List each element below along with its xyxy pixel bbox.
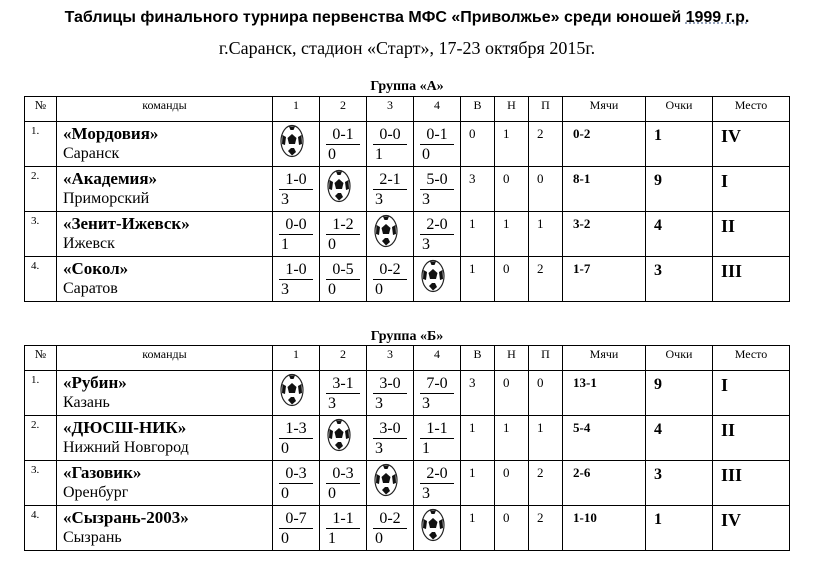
losses-cell — [529, 371, 563, 416]
team-cell — [57, 416, 273, 461]
team-city: Оренбург — [63, 484, 129, 501]
team-name: «Сызрань-2003» — [63, 508, 189, 527]
match-cell — [414, 122, 461, 167]
header-row — [25, 346, 790, 371]
match-points: 0 — [281, 440, 289, 457]
column-header: Мячи — [563, 346, 646, 371]
goals-cell — [563, 506, 646, 551]
match-cell — [367, 257, 414, 302]
match-score: 0-0 — [279, 215, 313, 235]
match-score: 1-0 — [279, 260, 313, 280]
goals-cell — [563, 122, 646, 167]
team-city: Казань — [63, 394, 110, 411]
match-cell — [320, 461, 367, 506]
column-header: 1 — [273, 346, 320, 371]
match-cell — [273, 257, 320, 302]
match-points: 3 — [422, 395, 430, 412]
match-points: 3 — [375, 440, 383, 457]
row-number-cell — [25, 461, 57, 506]
match-score: 3-1 — [326, 374, 360, 394]
match-cell — [273, 461, 320, 506]
match-points: 3 — [328, 395, 336, 412]
row-number: 3. — [31, 215, 40, 227]
match-score: 0-2 — [373, 260, 407, 280]
place-value: II — [721, 420, 736, 440]
match-cell — [367, 122, 414, 167]
match-cell — [414, 212, 461, 257]
goals-value: 1-7 — [573, 261, 591, 276]
team-name: «Сокол» — [63, 259, 129, 278]
table-row — [25, 122, 790, 167]
losses-value: 1 — [537, 420, 544, 435]
match-cell — [320, 212, 367, 257]
match-score: 7-0 — [420, 374, 454, 394]
draws-cell — [495, 212, 529, 257]
points-value: 9 — [654, 172, 662, 189]
team-city: Нижний Новгород — [63, 439, 189, 456]
match-points: 3 — [422, 236, 430, 253]
column-header: № — [25, 97, 57, 122]
team-name: «Рубин» — [63, 373, 127, 392]
wins-value: 1 — [469, 216, 476, 231]
column-header: 3 — [367, 346, 414, 371]
draws-cell — [495, 461, 529, 506]
match-score: 1-1 — [420, 419, 454, 439]
losses-cell — [529, 212, 563, 257]
draws-cell — [495, 416, 529, 461]
place-cell — [713, 371, 790, 416]
column-header: 2 — [320, 346, 367, 371]
points-cell — [646, 257, 713, 302]
wins-value: 1 — [469, 261, 476, 276]
match-points: 1 — [422, 440, 430, 457]
match-cell — [273, 212, 320, 257]
match-score: 5-0 — [420, 170, 454, 190]
wins-value: 3 — [469, 171, 476, 186]
goals-cell — [563, 257, 646, 302]
title-year: 1999 г.р. — [685, 9, 750, 26]
match-score: 0-7 — [279, 509, 313, 529]
table-row — [25, 167, 790, 212]
goals-cell — [563, 212, 646, 257]
goals-value: 0-2 — [573, 126, 591, 141]
row-number-cell — [25, 506, 57, 551]
team-name: «Академия» — [63, 169, 158, 188]
match-points: 0 — [328, 236, 336, 253]
wins-cell — [461, 167, 495, 212]
match-points: 3 — [281, 191, 289, 208]
match-score: 1-0 — [279, 170, 313, 190]
place-value: IV — [721, 510, 742, 530]
goals-value: 5-4 — [573, 420, 591, 435]
team-name: «Зенит-Ижевск» — [63, 214, 190, 233]
match-points: 0 — [375, 530, 383, 547]
wins-cell — [461, 506, 495, 551]
match-score: 0-3 — [326, 464, 360, 484]
team-city: Саратов — [63, 280, 118, 297]
match-cell — [367, 371, 414, 416]
standings-table — [24, 96, 790, 302]
place-value: III — [721, 261, 743, 281]
row-number: 3. — [31, 464, 40, 476]
match-cell — [367, 167, 414, 212]
wins-cell — [461, 122, 495, 167]
column-header: № — [25, 346, 57, 371]
match-score: 1-3 — [279, 419, 313, 439]
wins-value: 3 — [469, 375, 476, 390]
column-header: команды — [57, 97, 273, 122]
self-match-cell — [320, 416, 367, 461]
soccer-ball-icon — [327, 169, 351, 203]
goals-value: 13-1 — [573, 375, 597, 390]
losses-cell — [529, 416, 563, 461]
points-cell — [646, 416, 713, 461]
points-cell — [646, 506, 713, 551]
table-row — [25, 257, 790, 302]
wins-value: 1 — [469, 465, 476, 480]
row-number: 2. — [31, 419, 40, 431]
row-number-cell — [25, 167, 57, 212]
losses-cell — [529, 461, 563, 506]
table-row — [25, 371, 790, 416]
place-cell — [713, 506, 790, 551]
wins-cell — [461, 212, 495, 257]
match-score: 3-0 — [373, 419, 407, 439]
place-cell — [713, 461, 790, 506]
team-city: Приморский — [63, 190, 150, 207]
points-value: 4 — [654, 217, 662, 234]
losses-cell — [529, 257, 563, 302]
losses-value: 2 — [537, 261, 544, 276]
row-number-cell — [25, 371, 57, 416]
wins-cell — [461, 257, 495, 302]
soccer-ball-icon — [421, 259, 445, 293]
table-row — [25, 461, 790, 506]
self-match-cell — [273, 371, 320, 416]
header-row — [25, 97, 790, 122]
goals-value: 2-6 — [573, 465, 591, 480]
team-cell — [57, 257, 273, 302]
column-header: Очки — [646, 97, 713, 122]
group-title: Группа «Б» — [370, 329, 444, 344]
goals-cell — [563, 167, 646, 212]
place-cell — [713, 416, 790, 461]
table-row — [25, 416, 790, 461]
draws-cell — [495, 506, 529, 551]
goals-cell — [563, 461, 646, 506]
match-score: 1-1 — [326, 509, 360, 529]
place-value: IV — [721, 126, 742, 146]
match-points: 1 — [328, 530, 336, 547]
draws-value: 0 — [503, 171, 510, 186]
match-points: 0 — [422, 146, 430, 163]
goals-value: 8-1 — [573, 171, 591, 186]
wins-value: 1 — [469, 510, 476, 525]
points-cell — [646, 371, 713, 416]
points-cell — [646, 212, 713, 257]
points-cell — [646, 122, 713, 167]
match-cell — [273, 506, 320, 551]
losses-value: 0 — [537, 375, 544, 390]
match-cell — [320, 257, 367, 302]
place-value: I — [721, 375, 729, 395]
match-points: 1 — [281, 236, 289, 253]
match-points: 3 — [281, 281, 289, 298]
column-header: Очки — [646, 346, 713, 371]
points-cell — [646, 461, 713, 506]
row-number: 1. — [31, 374, 40, 386]
row-number: 1. — [31, 125, 40, 137]
place-value: II — [721, 216, 736, 236]
match-cell — [414, 416, 461, 461]
draws-value: 0 — [503, 375, 510, 390]
goals-value: 1-10 — [573, 510, 597, 525]
match-cell — [367, 416, 414, 461]
points-value: 1 — [654, 511, 662, 528]
column-header: В — [461, 97, 495, 122]
match-cell — [273, 167, 320, 212]
soccer-ball-icon — [374, 214, 398, 248]
wins-cell — [461, 371, 495, 416]
team-city: Ижевск — [63, 235, 115, 252]
losses-value: 1 — [537, 216, 544, 231]
match-score: 0-5 — [326, 260, 360, 280]
wins-cell — [461, 416, 495, 461]
team-cell — [57, 506, 273, 551]
self-match-cell — [367, 212, 414, 257]
wins-cell — [461, 461, 495, 506]
draws-cell — [495, 122, 529, 167]
column-header: В — [461, 346, 495, 371]
team-name: «Мордовия» — [63, 124, 159, 143]
wins-value: 0 — [469, 126, 476, 141]
points-value: 3 — [654, 466, 662, 483]
row-number-cell — [25, 416, 57, 461]
place-cell — [713, 212, 790, 257]
match-points: 0 — [328, 485, 336, 502]
match-cell — [320, 371, 367, 416]
match-cell — [414, 461, 461, 506]
team-name: «Газовик» — [63, 463, 142, 482]
column-header: П — [529, 346, 563, 371]
column-header: 4 — [414, 97, 461, 122]
match-score: 0-2 — [373, 509, 407, 529]
team-cell — [57, 122, 273, 167]
losses-cell — [529, 122, 563, 167]
column-header: 4 — [414, 346, 461, 371]
table-row — [25, 212, 790, 257]
draws-value: 0 — [503, 261, 510, 276]
soccer-ball-icon — [374, 463, 398, 497]
column-header: 2 — [320, 97, 367, 122]
row-number: 2. — [31, 170, 40, 182]
place-value: I — [721, 171, 729, 191]
place-cell — [713, 257, 790, 302]
column-header: Место — [713, 346, 790, 371]
column-header: Н — [495, 97, 529, 122]
draws-cell — [495, 371, 529, 416]
self-match-cell — [273, 122, 320, 167]
match-score: 2-1 — [373, 170, 407, 190]
draws-cell — [495, 167, 529, 212]
team-cell — [57, 461, 273, 506]
draws-value: 1 — [503, 216, 510, 231]
column-header: 3 — [367, 97, 414, 122]
draws-value: 0 — [503, 510, 510, 525]
draws-value: 1 — [503, 126, 510, 141]
points-value: 9 — [654, 376, 662, 393]
place-cell — [713, 167, 790, 212]
goals-cell — [563, 416, 646, 461]
losses-value: 2 — [537, 465, 544, 480]
losses-value: 2 — [537, 126, 544, 141]
soccer-ball-icon — [280, 373, 304, 407]
points-value: 1 — [654, 127, 662, 144]
column-header: 1 — [273, 97, 320, 122]
row-number-cell — [25, 212, 57, 257]
column-header: Мячи — [563, 97, 646, 122]
match-score: 0-1 — [420, 125, 454, 145]
match-points: 0 — [328, 146, 336, 163]
column-header: П — [529, 97, 563, 122]
column-header: команды — [57, 346, 273, 371]
match-cell — [320, 122, 367, 167]
column-header: Место — [713, 97, 790, 122]
self-match-cell — [414, 257, 461, 302]
page-subtitle: г.Саранск, стадион «Старт», 17-23 октября 2015г. — [218, 38, 596, 58]
standings-table — [24, 345, 790, 551]
self-match-cell — [320, 167, 367, 212]
team-city: Саранск — [63, 145, 120, 162]
team-city: Сызрань — [63, 529, 122, 546]
table-row — [25, 506, 790, 551]
draws-value: 0 — [503, 465, 510, 480]
points-value: 4 — [654, 421, 662, 438]
row-number-cell — [25, 122, 57, 167]
goals-cell — [563, 371, 646, 416]
match-points: 0 — [281, 485, 289, 502]
match-cell — [273, 416, 320, 461]
team-cell — [57, 212, 273, 257]
team-cell — [57, 371, 273, 416]
group-title: Группа «А» — [370, 79, 444, 94]
column-header: Н — [495, 346, 529, 371]
self-match-cell — [367, 461, 414, 506]
match-cell — [414, 371, 461, 416]
losses-cell — [529, 506, 563, 551]
match-score: 2-0 — [420, 215, 454, 235]
match-score: 0-0 — [373, 125, 407, 145]
wins-value: 1 — [469, 420, 476, 435]
match-score: 0-3 — [279, 464, 313, 484]
row-number: 4. — [31, 260, 40, 272]
soccer-ball-icon — [280, 124, 304, 158]
draws-cell — [495, 257, 529, 302]
row-number-cell — [25, 257, 57, 302]
goals-value: 3-2 — [573, 216, 591, 231]
match-score: 1-2 — [326, 215, 360, 235]
points-cell — [646, 167, 713, 212]
match-points: 0 — [281, 530, 289, 547]
team-name: «ДЮСШ-НИК» — [63, 418, 187, 437]
losses-value: 2 — [537, 510, 544, 525]
self-match-cell — [414, 506, 461, 551]
losses-value: 0 — [537, 171, 544, 186]
match-cell — [320, 506, 367, 551]
team-cell — [57, 167, 273, 212]
match-cell — [367, 506, 414, 551]
match-points: 3 — [422, 191, 430, 208]
draws-value: 1 — [503, 420, 510, 435]
page-title — [0, 9, 814, 27]
points-value: 3 — [654, 262, 662, 279]
match-cell — [414, 167, 461, 212]
title-text: Таблицы финального турнира первенства МФС «Приволжье» среди юношей — [64, 9, 686, 26]
match-score: 3-0 — [373, 374, 407, 394]
match-points: 3 — [375, 191, 383, 208]
soccer-ball-icon — [327, 418, 351, 452]
match-points: 3 — [422, 485, 430, 502]
place-value: III — [721, 465, 743, 485]
row-number: 4. — [31, 509, 40, 521]
match-points: 1 — [375, 146, 383, 163]
place-cell — [713, 122, 790, 167]
match-points: 0 — [375, 281, 383, 298]
match-points: 0 — [328, 281, 336, 298]
soccer-ball-icon — [421, 508, 445, 542]
match-score: 2-0 — [420, 464, 454, 484]
match-points: 3 — [375, 395, 383, 412]
match-score: 0-1 — [326, 125, 360, 145]
losses-cell — [529, 167, 563, 212]
